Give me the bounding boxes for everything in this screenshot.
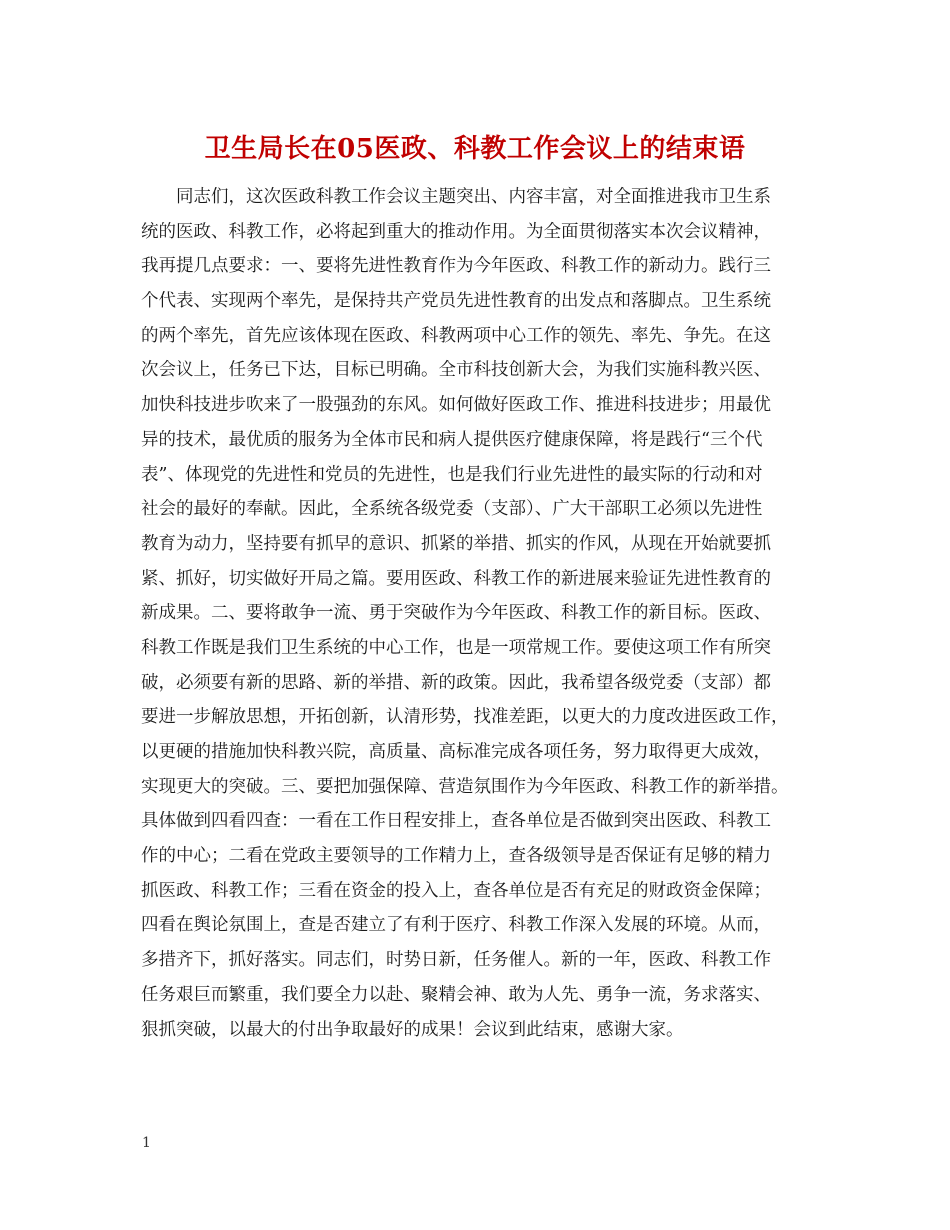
body-line: 多措齐下，抓好落实。同志们，时势日新，任务催人。新的一年，医政、科教工作 (141, 950, 771, 971)
body-line: 紧、抓好，切实做好开局之篇。要用医政、科教工作的新进展来验证先进性教育的 (141, 568, 771, 589)
body-line: 破，必须要有新的思路、新的举措、新的政策。因此，我希望各级党委（支部）都 (141, 672, 771, 693)
body-line: 作的中心；二看在党政主要领导的工作精力上，查各级领导是否保证有足够的精力 (141, 846, 771, 867)
body-line: 抓医政、科教工作；三看在资金的投入上，查各单位是否有充足的财政资金保障； (141, 880, 771, 901)
body-line: 四看在舆论氛围上，查是否建立了有利于医疗、科教工作深入发展的环境。从而， (141, 915, 771, 936)
body-line: 新成果。二、要将敢争一流、勇于突破作为今年医政、科教工作的新目标。医政、 (141, 603, 771, 624)
document-title: 卫生局长在05医政、科教工作会议上的结束语 (204, 134, 746, 164)
body-line: 同志们，这次医政科教工作会议主题突出、内容丰富，对全面推进我市卫生系 (141, 187, 771, 207)
body-line: 加快科技进步吹来了一股强劲的东风。如何做好医政工作、推进科技进步；用最优 (141, 395, 771, 416)
document-body (141, 180, 825, 1047)
page-number: 1 (142, 1135, 151, 1151)
body-line: 教育为动力，坚持要有抓早的意识、抓紧的举措、抓实的作风，从现在开始就要抓 (141, 533, 771, 554)
body-line: 次会议上，任务已下达，目标已明确。全市科技创新大会，为我们实施科教兴医、 (141, 360, 771, 381)
body-line: 以更硬的措施加快科教兴院，高质量、高标准完成各项任务，努力取得更大成效， (141, 742, 771, 762)
body-line: 要进一步解放思想，开拓创新，认清形势，找准差距，以更大的力度改进医政工作， (141, 707, 789, 728)
body-line: 的两个率先，首先应该体现在医政、科教两项中心工作的领先、率先、争先。在这 (141, 325, 771, 346)
body-line: 统的医政、科教工作，必将起到重大的推动作用。为全面贯彻落实本次会议精神， (141, 221, 771, 242)
body-line: 科教工作既是我们卫生系统的中心工作，也是一项常规工作。要使这项工作有所突 (141, 637, 771, 658)
body-line: 个代表、实现两个率先，是保持共产党员先进性教育的出发点和落脚点。卫生系统 (141, 291, 771, 312)
body-line: 表”、体现党的先进性和党员的先进性，也是我们行业先进性的最实际的行动和对 (141, 464, 763, 485)
body-line: 具体做到四看四查：一看在工作日程安排上，查各单位是否做到突出医政、科教工 (141, 811, 771, 832)
body-line: 社会的最好的奉献。因此，全系统各级党委（支部）、广大干部职工必须以先进性 (141, 499, 763, 520)
body-line: 我再提几点要求：一、要将先进性教育作为今年医政、科教工作的新动力。践行三 (141, 256, 771, 277)
body-line: 任务艰巨而繁重，我们要全力以赴、聚精会神、敢为人先、勇争一流，务求落实、 (141, 984, 771, 1005)
body-line: 异的技术，最优质的服务为全体市民和病人提供医疗健康保障，将是践行“三个代 (141, 429, 763, 450)
body-line: 实现更大的突破。三、要把加强保障、营造氛围作为今年医政、科教工作的新举措。 (141, 776, 789, 797)
body-line: 狠抓突破，以最大的付出争取最好的成果！会议到此结束，感谢大家。 (141, 1019, 684, 1040)
